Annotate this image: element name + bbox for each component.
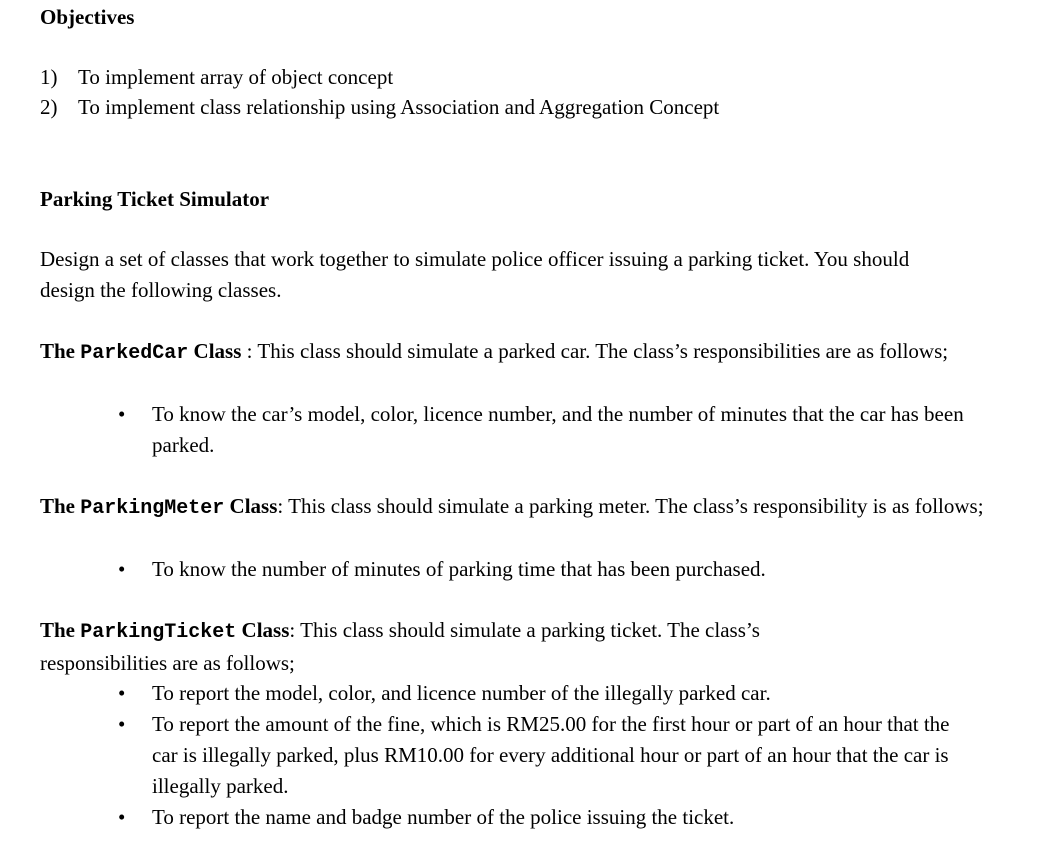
parkedcar-paragraph — [40, 336, 980, 369]
parkingticket-description: : This class should simulate a parking ticket. The class’s responsibilities are as follows; — [40, 618, 760, 675]
bullet-text: To report the model, color, and licence number of the illegally parked car. — [152, 681, 771, 705]
bullet-item — [40, 554, 972, 585]
parkedcar-the: The — [40, 339, 81, 363]
bullet-text: To know the number of minutes of parking time that has been purchased. — [152, 557, 766, 581]
bullet-dot: • — [118, 402, 126, 426]
bullet-dot: • — [118, 681, 126, 705]
parkingmeter-class-word: Class — [224, 494, 278, 518]
objective-text: To implement class relationship using Association and Aggregation Concept — [78, 95, 720, 119]
bullet-text: To report the amount of the fine, which is RM25.00 for the first hour or part of an hour that the car is illegally parked, plus RM10.00 for every additional hour or part of an hour that the car is illegally parked. — [152, 712, 950, 798]
parkingticket-the: The — [40, 618, 81, 642]
parkedcar-class-word: Class — [188, 339, 242, 363]
parkingmeter-class-name: ParkingMeter — [80, 497, 225, 520]
bullet-text: To report the name and badge number of the police issuing the ticket. — [152, 805, 735, 829]
objective-item — [40, 92, 1040, 122]
bullet-item — [40, 399, 972, 461]
objective-number: 1) — [40, 65, 58, 89]
parkingticket-paragraph — [40, 615, 870, 679]
objectives-heading: Objectives — [40, 5, 135, 29]
parkingticket-class-word: Class — [236, 618, 290, 642]
parkingmeter-description: : This class should simulate a parking meter. The class’s responsibility is as follows; — [277, 494, 984, 518]
objectives-list — [40, 62, 1040, 122]
parkedcar-class-name: ParkedCar — [80, 342, 189, 365]
bullet-dot: • — [118, 805, 126, 829]
parkedcar-bullets — [40, 399, 1040, 461]
bullet-item — [40, 709, 972, 802]
parkingmeter-paragraph — [40, 491, 990, 524]
bullet-item — [40, 678, 972, 709]
bullet-dot: • — [118, 557, 126, 581]
parkingticket-class-name: ParkingTicket — [80, 621, 237, 644]
parkedcar-description: : This class should simulate a parked car. The class’s responsibilities are as follows; — [241, 339, 949, 363]
bullet-dot: • — [118, 712, 126, 736]
simulator-heading: Parking Ticket Simulator — [40, 187, 270, 211]
parkingmeter-bullets — [40, 554, 1040, 585]
parkingmeter-the: The — [40, 494, 81, 518]
simulator-intro: Design a set of classes that work together to simulate police officer issuing a parking ticket. You should design the following classes. — [40, 247, 910, 302]
objective-text: To implement array of object concept — [78, 65, 394, 89]
bullet-item — [40, 802, 972, 833]
bullet-text: To know the car’s model, color, licence number, and the number of minutes that the car has been parked. — [152, 402, 964, 457]
parkingticket-bullets — [40, 678, 1040, 833]
objective-item — [40, 62, 1040, 92]
objective-number: 2) — [40, 95, 58, 119]
